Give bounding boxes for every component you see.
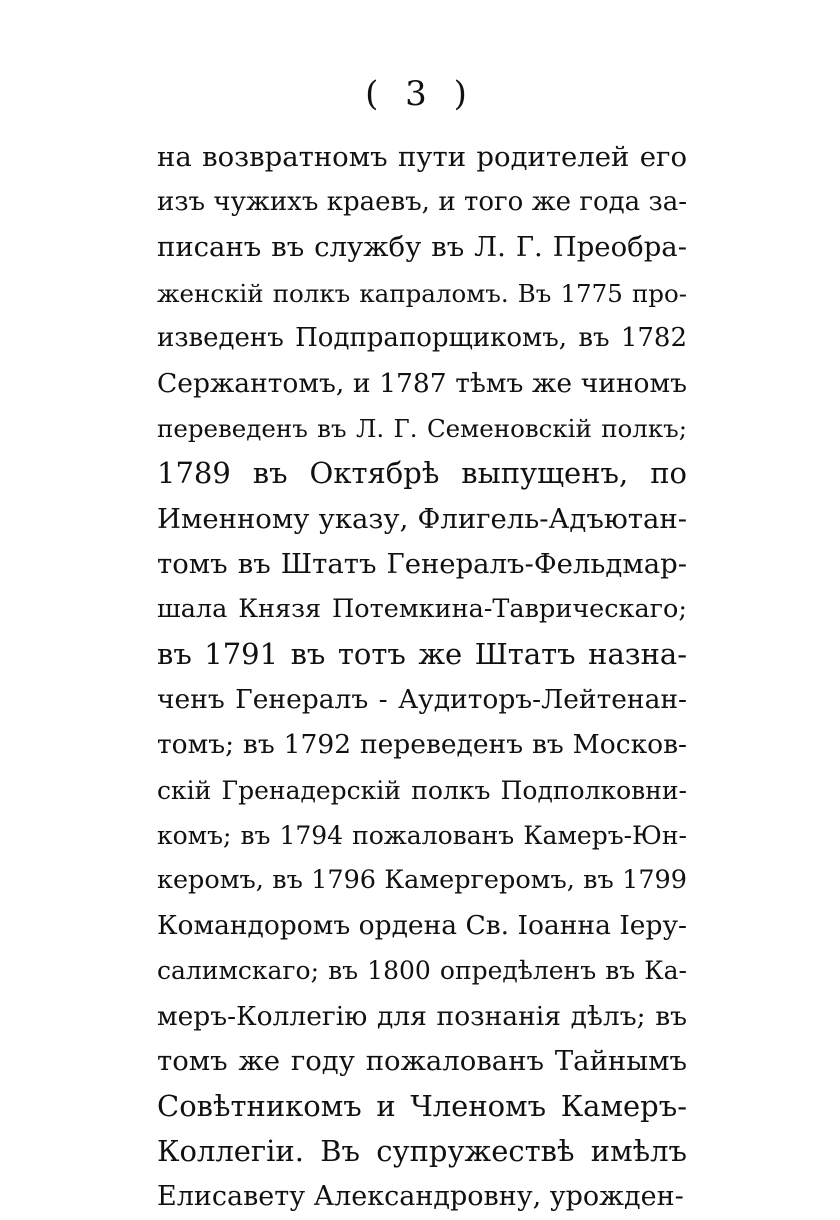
text-line: Елисавету Александровну, урожден- <box>157 1181 684 1213</box>
text-line: томъ; въ 1792 переведенъ въ Москов- <box>157 729 687 761</box>
text-line: меръ-Коллегію для познанія дѣлъ; въ <box>157 1000 687 1032</box>
text-line: изъ чужихъ краевъ, и того же года за- <box>157 187 687 218</box>
text-line: Коллегіи. Въ супружествѣ имѣлъ <box>157 1134 687 1169</box>
text-line: салимскаго; въ 1800 опредѣленъ въ Ка- <box>157 956 687 986</box>
body-text <box>157 135 687 1220</box>
text-line: Командоромъ ордена Св. Іоанна Іеру- <box>157 910 687 942</box>
page-number: ( 3 ) <box>365 74 475 114</box>
text-line: комъ; въ 1794 пожалованъ Камеръ-Юн- <box>157 820 687 850</box>
text-line: переведенъ въ Л. Г. Семеновскій полкъ; <box>157 414 687 444</box>
text-line: женскій полкъ капраломъ. Въ 1775 про- <box>157 278 687 308</box>
text-line: Сержантомъ, и 1787 тѣмъ же чиномъ <box>157 367 687 399</box>
text-line: Именному указу, Флигель-Адъютан- <box>157 502 687 535</box>
text-line: керомъ, въ 1796 Камергеромъ, въ 1799 <box>157 865 687 895</box>
text-line: томъ въ Штатъ Генералъ-Фельдмар- <box>157 547 687 580</box>
text-line: изведенъ Подпрапорщикомъ, въ 1782 <box>157 322 687 353</box>
text-line: на возвратномъ пути родителей его <box>157 141 687 173</box>
text-line: писанъ въ службу въ Л. Г. Преобра- <box>157 231 687 264</box>
text-line: скій Гренадерскій полкъ Подполковни- <box>157 775 687 805</box>
text-line: ченъ Генералъ - Аудиторъ-Лейтенан- <box>157 684 687 716</box>
text-line: Совѣтникомъ и Членомъ Камеръ- <box>157 1088 687 1123</box>
text-line: въ 1791 въ тотъ же Штатъ назна- <box>157 637 687 672</box>
text-line: томъ же году пожалованъ Тайнымъ <box>157 1044 687 1077</box>
text-line: 1789 въ Октябрѣ выпущенъ, по <box>157 456 687 491</box>
text-line: шала Князя Потемкина-Таврическаго; <box>157 593 687 624</box>
